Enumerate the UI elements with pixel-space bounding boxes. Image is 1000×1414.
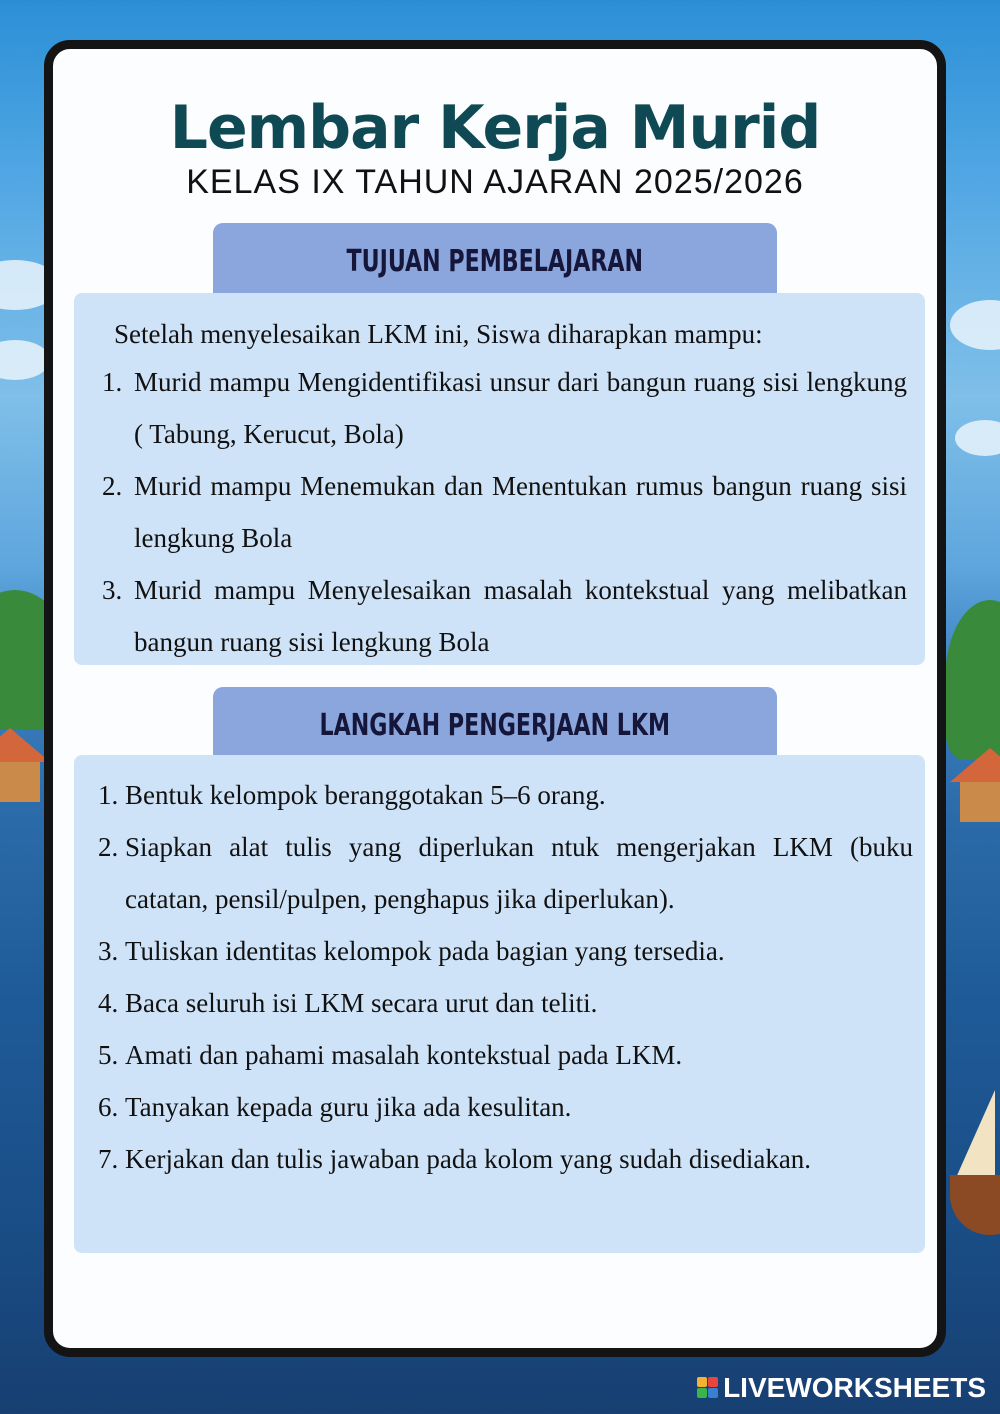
list-item-text: Amati dan pahami masalah kontekstual pada LKM. <box>125 1040 683 1070</box>
list-item-text: Bentuk kelompok beranggotakan 5–6 orang. <box>125 780 606 810</box>
cloud <box>955 420 1000 456</box>
island <box>945 600 1000 760</box>
hut <box>960 782 1000 822</box>
list-item-number: 5. <box>98 1040 119 1070</box>
hut-roof <box>0 728 50 762</box>
langkah-panel <box>74 755 925 1253</box>
list-item <box>98 1029 913 1081</box>
list-item-text: Baca seluruh isi LKM secara urut dan teliti. <box>125 988 598 1018</box>
list-item-number: 1. <box>102 367 123 397</box>
cloud <box>0 340 50 380</box>
list-item-number: 3. <box>98 936 119 966</box>
list-item-number: 2. <box>102 471 123 501</box>
list-item <box>102 356 907 460</box>
worksheet-title: Lembar Kerja Murid <box>169 93 821 163</box>
worksheet-subtitle: KELAS IX TAHUN AJARAN 2025/2026 <box>186 163 804 201</box>
liveworksheets-brand: LIVEWORKSHEETS <box>723 1372 986 1403</box>
list-item-text: Murid mampu Menyelesaikan masalah kontekstual yang melibatkan bangun ruang sisi lengkung Bola <box>134 575 907 657</box>
boat-sail <box>955 1090 995 1180</box>
langkah-heading-tab <box>213 687 777 757</box>
list-item-number: 7. <box>98 1144 119 1174</box>
hut <box>0 762 40 802</box>
langkah-heading: LANGKAH PENGERJAAN LKM <box>319 708 671 743</box>
langkah-list <box>98 769 913 1185</box>
list-item-text: Kerjakan dan tulis jawaban pada kolom yang sudah disediakan. <box>125 1144 812 1174</box>
list-item <box>102 460 907 564</box>
list-item-text: Tuliskan identitas kelompok pada bagian yang tersedia. <box>125 936 725 966</box>
list-item-text: Murid mampu Menemukan dan Menentukan rumus bangun ruang sisi lengkung Bola <box>134 471 907 553</box>
worksheet-card <box>44 40 946 1357</box>
tujuan-list <box>102 356 907 668</box>
liveworksheets-watermark[interactable] <box>697 1372 986 1404</box>
list-item <box>98 769 913 821</box>
list-item-text: Siapkan alat tulis yang diperlukan ntuk mengerjakan LKM (buku catatan, pensil/pulpen, penghapus jika diperlukan). <box>125 832 913 914</box>
list-item-number: 2. <box>98 832 119 862</box>
list-item <box>98 977 913 1029</box>
list-item-number: 6. <box>98 1092 119 1122</box>
list-item-number: 1. <box>98 780 119 810</box>
tujuan-heading: TUJUAN PEMBELAJARAN <box>346 244 644 279</box>
cloud <box>950 300 1000 350</box>
list-item-number: 3. <box>102 575 123 605</box>
list-item-number: 4. <box>98 988 119 1018</box>
list-item <box>98 925 913 977</box>
liveworksheets-logo-icon <box>697 1377 719 1399</box>
hut-roof <box>950 748 1000 782</box>
boat <box>950 1175 1000 1235</box>
list-item <box>102 564 907 668</box>
list-item <box>98 1133 913 1185</box>
list-item-text: Tanyakan kepada guru jika ada kesulitan. <box>125 1092 572 1122</box>
tujuan-intro: Setelah menyelesaikan LKM ini, Siswa diharapkan mampu: <box>114 319 763 349</box>
list-item <box>98 1081 913 1133</box>
list-item <box>98 821 913 925</box>
list-item-text: Murid mampu Mengidentifikasi unsur dari bangun ruang sisi lengkung ( Tabung, Kerucut, Bola) <box>134 367 907 449</box>
tujuan-panel <box>74 293 925 665</box>
tujuan-heading-tab <box>213 223 777 293</box>
